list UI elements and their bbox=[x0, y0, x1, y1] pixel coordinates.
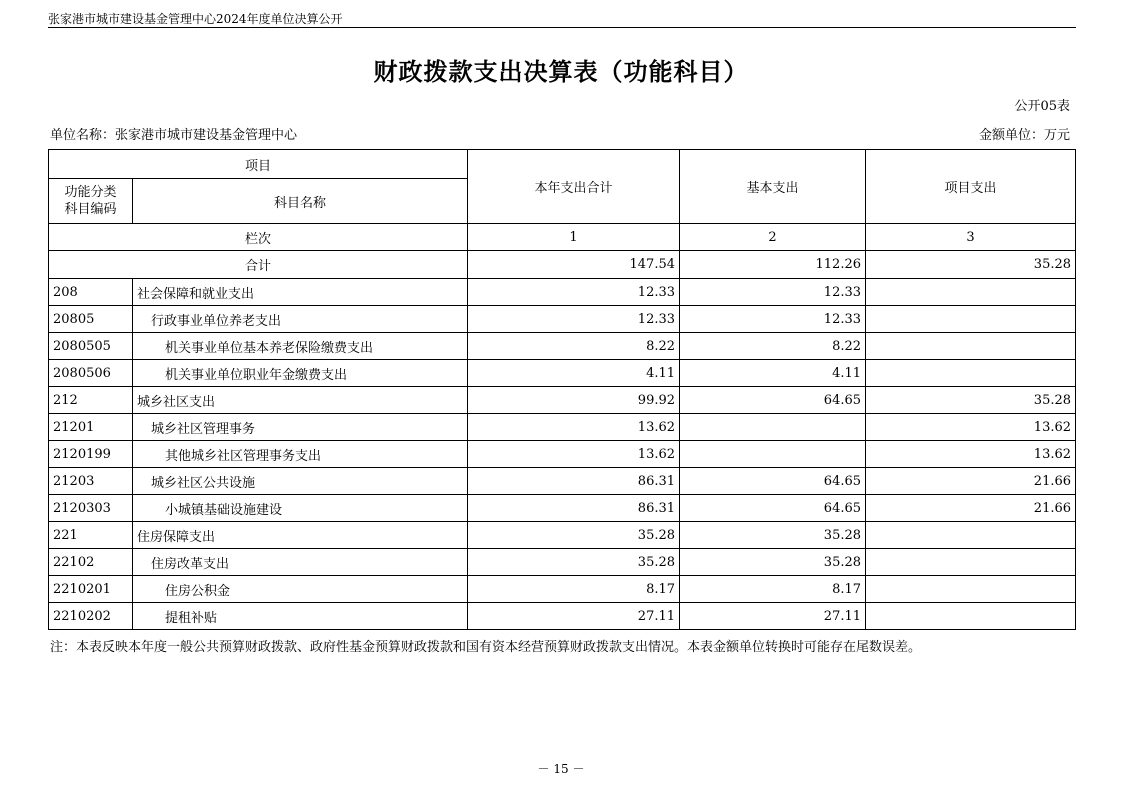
row-basic: 64.65 bbox=[680, 495, 866, 522]
header-rule bbox=[48, 27, 1076, 28]
total-project: 35.28 bbox=[866, 251, 1076, 279]
total-row bbox=[49, 251, 1076, 279]
row-basic: 4.11 bbox=[680, 360, 866, 387]
column-number-2: 2 bbox=[680, 224, 866, 251]
row-project: 13.62 bbox=[866, 414, 1076, 441]
row-basic: 27.11 bbox=[680, 603, 866, 630]
column-number-3: 3 bbox=[866, 224, 1076, 251]
row-code: 212 bbox=[49, 387, 133, 414]
row-name: 社会保障和就业支出 bbox=[133, 279, 468, 306]
row-name: 行政事业单位养老支出 bbox=[133, 306, 468, 333]
unit-name: 单位名称：张家港市城市建设基金管理中心 bbox=[50, 128, 298, 143]
row-project: 35.28 bbox=[866, 387, 1076, 414]
table-row bbox=[49, 522, 1076, 549]
row-project bbox=[866, 279, 1076, 306]
header-total: 本年支出合计 bbox=[468, 150, 680, 224]
row-code: 20805 bbox=[49, 306, 133, 333]
header-name: 科目名称 bbox=[133, 179, 468, 224]
page-number: － 15 － bbox=[537, 762, 585, 776]
row-name: 城乡社区管理事务 bbox=[133, 414, 468, 441]
row-code: 22102 bbox=[49, 549, 133, 576]
row-basic bbox=[680, 441, 866, 468]
row-total: 12.33 bbox=[468, 279, 680, 306]
row-name: 其他城乡社区管理事务支出 bbox=[133, 441, 468, 468]
row-total: 13.62 bbox=[468, 441, 680, 468]
row-project bbox=[866, 306, 1076, 333]
row-name: 住房保障支出 bbox=[133, 522, 468, 549]
header-basic: 基本支出 bbox=[680, 150, 866, 224]
row-project bbox=[866, 360, 1076, 387]
row-project bbox=[866, 603, 1076, 630]
row-total: 8.22 bbox=[468, 333, 680, 360]
row-basic: 35.28 bbox=[680, 549, 866, 576]
header-item: 项目 bbox=[49, 150, 468, 179]
row-project bbox=[866, 549, 1076, 576]
row-total: 13.62 bbox=[468, 414, 680, 441]
row-basic: 64.65 bbox=[680, 387, 866, 414]
row-code: 2210202 bbox=[49, 603, 133, 630]
table-row bbox=[49, 360, 1076, 387]
row-name: 住房改革支出 bbox=[133, 549, 468, 576]
table-code: 公开05表 bbox=[1014, 99, 1070, 114]
row-total: 27.11 bbox=[468, 603, 680, 630]
table-row bbox=[49, 441, 1076, 468]
table-row bbox=[49, 603, 1076, 630]
row-name: 机关事业单位职业年金缴费支出 bbox=[133, 360, 468, 387]
row-name: 城乡社区公共设施 bbox=[133, 468, 468, 495]
row-code: 208 bbox=[49, 279, 133, 306]
row-basic: 8.17 bbox=[680, 576, 866, 603]
row-project bbox=[866, 576, 1076, 603]
row-code: 2080505 bbox=[49, 333, 133, 360]
column-number-label: 栏次 bbox=[49, 224, 468, 251]
row-project bbox=[866, 333, 1076, 360]
row-code: 2120199 bbox=[49, 441, 133, 468]
table-row bbox=[49, 333, 1076, 360]
row-name: 机关事业单位基本养老保险缴费支出 bbox=[133, 333, 468, 360]
row-code: 221 bbox=[49, 522, 133, 549]
table-row bbox=[49, 549, 1076, 576]
row-basic: 8.22 bbox=[680, 333, 866, 360]
row-code: 2120303 bbox=[49, 495, 133, 522]
header-code: 功能分类 科目编码 bbox=[49, 179, 133, 224]
row-project: 13.62 bbox=[866, 441, 1076, 468]
table-note: 注：本表反映本年度一般公共预算财政拨款、政府性基金预算财政拨款和国有资本经营预算财政拨款支出情况。本表金额单位转换时可能存在尾数误差。 bbox=[50, 640, 922, 655]
row-total: 86.31 bbox=[468, 468, 680, 495]
row-basic: 12.33 bbox=[680, 306, 866, 333]
row-name: 小城镇基础设施建设 bbox=[133, 495, 468, 522]
row-basic bbox=[680, 414, 866, 441]
row-project bbox=[866, 522, 1076, 549]
row-project: 21.66 bbox=[866, 468, 1076, 495]
row-name: 提租补贴 bbox=[133, 603, 468, 630]
row-basic: 35.28 bbox=[680, 522, 866, 549]
row-total: 86.31 bbox=[468, 495, 680, 522]
document-title: 财政拨款支出决算表（功能科目） bbox=[373, 57, 749, 86]
row-total: 35.28 bbox=[468, 549, 680, 576]
table-row bbox=[49, 279, 1076, 306]
header-project: 项目支出 bbox=[866, 150, 1076, 224]
row-name: 城乡社区支出 bbox=[133, 387, 468, 414]
expenditure-table bbox=[48, 149, 1076, 630]
row-total: 99.92 bbox=[468, 387, 680, 414]
total-label: 合计 bbox=[49, 251, 468, 279]
table-row bbox=[49, 387, 1076, 414]
row-total: 12.33 bbox=[468, 306, 680, 333]
row-total: 4.11 bbox=[468, 360, 680, 387]
table-row bbox=[49, 414, 1076, 441]
row-code: 2210201 bbox=[49, 576, 133, 603]
row-total: 35.28 bbox=[468, 522, 680, 549]
running-header: 张家港市城市建设基金管理中心2024年度单位决算公开 bbox=[48, 12, 343, 26]
row-total: 8.17 bbox=[468, 576, 680, 603]
table-row bbox=[49, 576, 1076, 603]
total-basic: 112.26 bbox=[680, 251, 866, 279]
row-basic: 64.65 bbox=[680, 468, 866, 495]
column-number-1: 1 bbox=[468, 224, 680, 251]
row-code: 21203 bbox=[49, 468, 133, 495]
table-row bbox=[49, 495, 1076, 522]
amount-unit: 金额单位：万元 bbox=[978, 128, 1070, 143]
row-code: 2080506 bbox=[49, 360, 133, 387]
row-basic: 12.33 bbox=[680, 279, 866, 306]
table-row bbox=[49, 306, 1076, 333]
row-code: 21201 bbox=[49, 414, 133, 441]
row-project: 21.66 bbox=[866, 495, 1076, 522]
row-name: 住房公积金 bbox=[133, 576, 468, 603]
total-amount: 147.54 bbox=[468, 251, 680, 279]
table-row bbox=[49, 468, 1076, 495]
